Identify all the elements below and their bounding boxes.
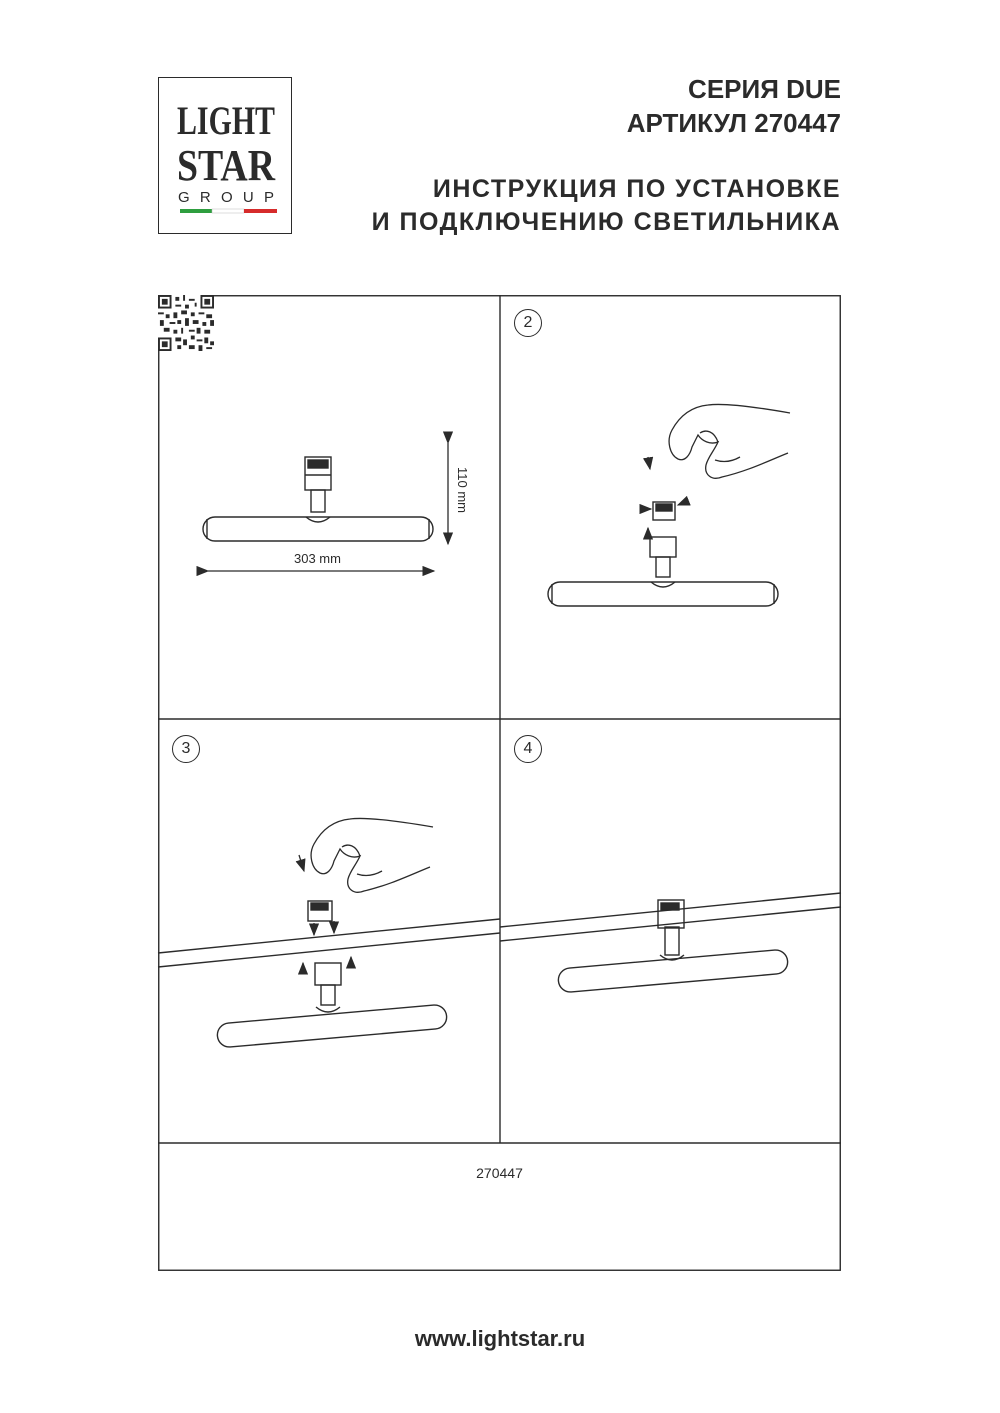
step3-arrows xyxy=(299,855,351,973)
instruction-title-line1: ИНСТРУКЦИЯ ПО УСТАНОВКЕ xyxy=(432,175,841,203)
instruction-grid xyxy=(158,295,841,1271)
flag-red xyxy=(244,209,277,213)
brand-logo xyxy=(158,77,292,234)
dimension-height-label: 110 mm xyxy=(455,467,470,513)
logo-line-light: LIGHT xyxy=(177,98,276,143)
step3-hand xyxy=(311,818,433,892)
step3-track xyxy=(158,919,500,967)
flag-white xyxy=(212,209,244,213)
website-url: www.lightstar.ru xyxy=(414,1326,586,1351)
article-title: АРТИКУЛ 270447 xyxy=(626,108,841,138)
step1-fixture xyxy=(203,457,433,541)
product-code: 270447 xyxy=(476,1165,523,1181)
step-4-number: 4 xyxy=(514,735,542,763)
grid-illustrations xyxy=(158,295,841,1271)
step-2-number: 2 xyxy=(514,309,542,337)
document-header xyxy=(281,72,841,239)
step-3-number: 3 xyxy=(172,735,200,763)
logo-line-star: STAR xyxy=(177,141,277,190)
step2-fixture xyxy=(548,502,778,606)
qr-code xyxy=(158,295,214,351)
step2-arrows xyxy=(641,457,688,538)
flag-green xyxy=(180,209,212,213)
step3-fixture xyxy=(216,901,447,1048)
dimension-width-label: 303 mm xyxy=(294,551,341,566)
logo-graphic xyxy=(159,78,293,235)
series-title: СЕРИЯ DUE xyxy=(688,74,841,104)
logo-line-group: GROUP xyxy=(178,189,274,206)
step4-fixture xyxy=(557,900,788,993)
step2-hand xyxy=(669,404,790,478)
instruction-title-line2: И ПОДКЛЮЧЕНИЮ СВЕТИЛЬНИКА xyxy=(371,208,841,236)
